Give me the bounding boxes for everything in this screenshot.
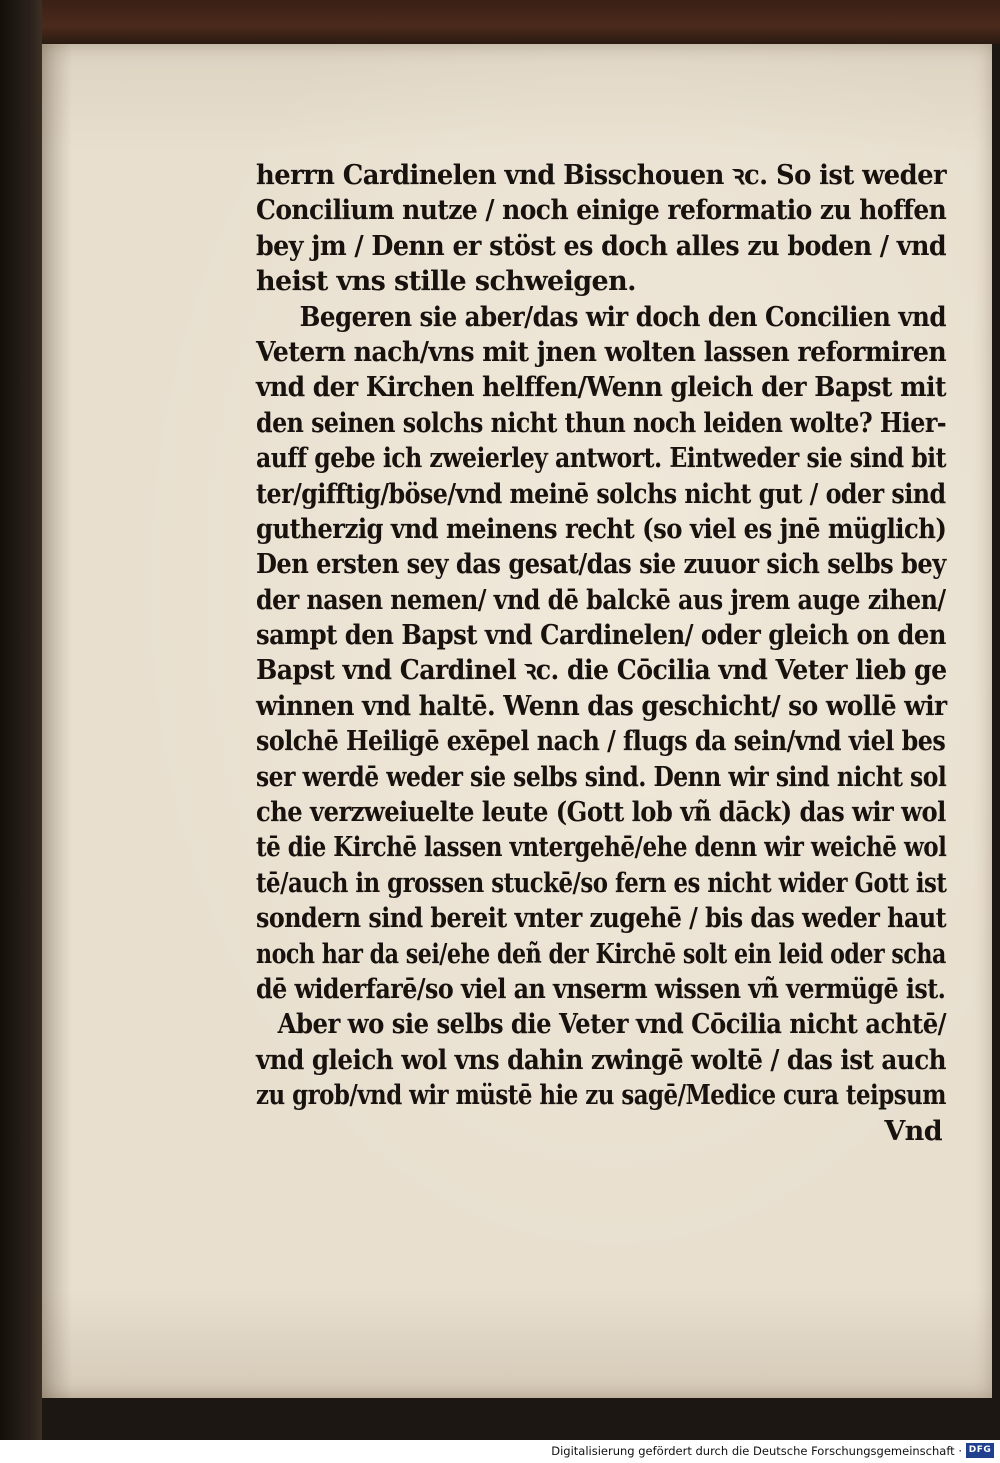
body-text (256, 158, 946, 1149)
text-line: Concilium nutze / noch einige reformatio zu hoffen (256, 195, 947, 227)
text-line: solchē Heiligē exēpel nach / flugs da sein/vnd viel bes (256, 726, 946, 758)
funding-credit: Digitalisierung gefördert durch die Deutsche Forschungsgemeinschaft · (551, 1444, 962, 1458)
text-line: Vetern nach/vns mit jnen wolten lassen reformiren (256, 336, 947, 368)
dfg-logo: DFG (966, 1443, 994, 1458)
text-line: auff gebe ich zweierley antwort. Eintweder sie sind bit (256, 443, 946, 475)
text-line: winnen vnd haltē. Wenn das geschicht/ so wollē wir (256, 690, 947, 722)
text-line: Begeren sie aber/das wir doch den Concilien vnd (299, 301, 947, 333)
text-line: gutherzig vnd meinens recht (so viel es jnē müglich) (256, 513, 947, 545)
book-binding-gutter (0, 0, 42, 1440)
text-line: bey jm / Denn er stöst es doch alles zu boden / vnd (256, 230, 947, 262)
catchword: Vnd (884, 1115, 942, 1147)
text-line: den seinen solchs nicht thun noch leiden wolte? Hier- (256, 407, 947, 439)
book-binding-top (0, 0, 1000, 44)
text-line: sampt den Bapst vnd Cardinelen/ oder gleich on den (256, 620, 946, 652)
text-line: noch har da sei/ehe deñ der Kirchē solt ein leid oder scha (256, 938, 946, 970)
text-line: dē widerfarē/so viel an vnserm wissen vñ vermügē ist. (256, 973, 946, 1005)
text-line: vnd der Kirchen helffen/Wenn gleich der Bapst mit (256, 372, 946, 404)
text-line: Aber wo sie selbs die Veter vnd Cōcilia nicht achtē/ (277, 1009, 947, 1041)
text-line: heist vns stille schweigen. (256, 266, 636, 298)
text-line: ter/gifftig/böse/vnd meinē solchs nicht gut / oder sind (256, 478, 946, 510)
text-line: tē/auch in grossen stuckē/so fern es nicht wider Gott ist (256, 867, 947, 899)
text-line: tē die Kirchē lassen vntergehē/ehe denn wir weichē wol (256, 832, 947, 864)
text-line: ser werdē weder sie selbs sind. Denn wir sind nicht sol (256, 761, 947, 793)
text-line: herrn Cardinelen vnd Bisschouen ꝛc. So ist weder (256, 160, 947, 191)
text-line: Den ersten sey das gesat/das sie zuuor sich selbs bey (256, 549, 946, 581)
text-line: zu grob/vnd wir müstē hie zu sagē/Medice cura teipsum (256, 1080, 946, 1112)
text-line: sondern sind bereit vnter zugehē / bis das weder haut (256, 903, 947, 935)
footer-bar (0, 1440, 1000, 1463)
text-line: Bapst vnd Cardinel ꝛc. die Cōcilia vnd Veter lieb ge (256, 655, 947, 687)
text-line: vnd gleich wol vns dahin zwingē woltē / das ist auch (256, 1044, 947, 1076)
text-line: der nasen nemen/ vnd dē balckē aus jrem auge zihen/ (256, 584, 946, 616)
text-line: che verzweiuelte leute (Gott lob vñ dāck) das wir wol (256, 797, 946, 829)
